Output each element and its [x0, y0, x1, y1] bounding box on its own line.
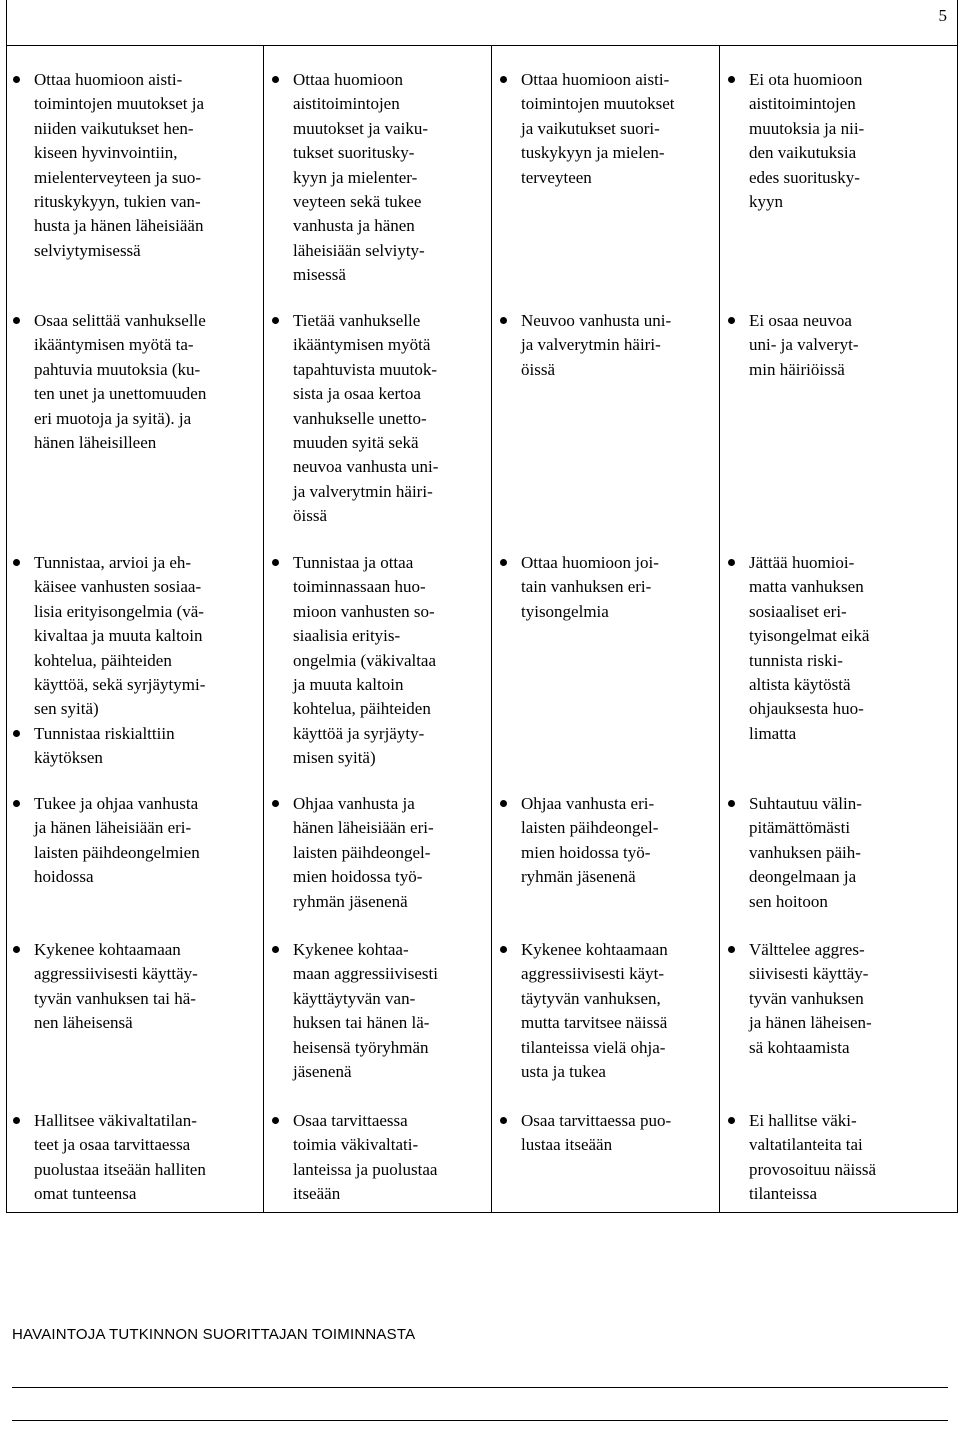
criteria-text-line: kohtelua, päihteiden — [293, 699, 431, 719]
criteria-text-line: laisten päihdeongelmien — [34, 842, 200, 862]
criteria-item — [269, 68, 428, 288]
criteria-cell-good — [269, 309, 438, 529]
criteria-text-line: sä kohtaamista — [749, 1037, 850, 1057]
criteria-text-line: tyisongelmia — [521, 601, 609, 621]
criteria-text-line: Jättää huomioi- — [749, 553, 855, 572]
criteria-cell-good — [269, 68, 428, 288]
criteria-text-line: tilanteissa vielä ohja- — [521, 1037, 666, 1057]
criteria-text-line: siivisesti käyttäy- — [749, 964, 869, 984]
criteria-text-line: sosiaaliset eri- — [749, 601, 847, 621]
page-number: 5 — [938, 6, 947, 25]
criteria-text-line: Ei osaa neuvoa — [749, 311, 852, 330]
criteria-cell-insufficient — [725, 551, 869, 746]
criteria-cell-good — [269, 1109, 437, 1207]
criteria-item — [725, 938, 872, 1060]
criteria-text-line: ongelmia (väkivaltaa — [293, 650, 437, 670]
criteria-item — [10, 722, 205, 771]
criteria-cell-satisfactory — [497, 1109, 671, 1158]
criteria-item — [269, 551, 436, 771]
criteria-cell-excellent — [10, 792, 200, 890]
criteria-text-line: kyyn ja mielenter- — [293, 167, 418, 187]
criteria-text-line: ja valverytmin häiri- — [521, 335, 661, 355]
criteria-text-line: Tunnistaa ja ottaa — [293, 553, 414, 572]
criteria-text-line: den vaikutuksia — [749, 143, 857, 163]
criteria-text-line: Ohjaa vanhusta ja — [293, 794, 415, 813]
criteria-cell-good — [269, 938, 438, 1084]
criteria-cell-satisfactory — [497, 68, 674, 190]
criteria-text-line: mielenterveyteen ja suo- — [34, 167, 202, 187]
criteria-text-line: sista ja osaa kertoa — [293, 384, 421, 404]
criteria-text-line: käytöksen — [34, 748, 103, 768]
criteria-text-line: Ottaa huomioon joi- — [521, 553, 659, 572]
criteria-text-line: öissä — [521, 359, 555, 379]
criteria-text-line: nen läheisensä — [34, 1013, 133, 1033]
criteria-text-line: edes suoritusky- — [749, 167, 860, 187]
criteria-item — [497, 938, 668, 1084]
criteria-text-line: uni- ja valveryt- — [749, 335, 859, 355]
criteria-cell-satisfactory — [497, 309, 671, 382]
criteria-text-line: itseään — [293, 1184, 341, 1204]
criteria-cell-excellent — [10, 68, 204, 263]
criteria-item — [269, 1109, 437, 1207]
criteria-text-line: käyttöä ja syrjäyty- — [293, 723, 425, 743]
criteria-text-line: toimintojen muutokset — [521, 94, 675, 114]
criteria-cell-excellent — [10, 938, 198, 1036]
criteria-text-line: Kykenee kohtaa- — [293, 940, 409, 959]
column-divider — [719, 46, 720, 1212]
criteria-text-line: Ei ota huomioon — [749, 70, 863, 89]
criteria-text-line: toimia väkivaltati- — [293, 1135, 419, 1155]
answer-line — [12, 1387, 948, 1388]
criteria-text-line: kivaltaa ja muuta kaltoin — [34, 626, 203, 646]
criteria-item — [725, 551, 869, 746]
criteria-text-line: rituskykyyn, tukien van- — [34, 192, 201, 212]
criteria-text-line: ja vaikutukset suori- — [521, 118, 660, 138]
criteria-text-line: heisensä työryhmän — [293, 1037, 429, 1057]
criteria-text-line: misessä — [293, 265, 346, 285]
criteria-text-line: vanhuksen päih- — [749, 842, 861, 862]
criteria-text-line: tukset suoritusky- — [293, 143, 415, 163]
criteria-text-line: Osaa tarvittaessa puo- — [521, 1111, 672, 1130]
criteria-text-line: tain vanhuksen eri- — [521, 577, 652, 597]
criteria-text-line: aggressiivisesti käyttäy- — [34, 964, 198, 984]
criteria-text-line: lisia erityisongelmia (vä- — [34, 601, 204, 621]
criteria-text-line: Ottaa huomioon — [293, 70, 404, 89]
criteria-cell-good — [269, 792, 434, 914]
criteria-text-line: selviytymisessä — [34, 240, 141, 260]
criteria-item — [725, 68, 864, 214]
criteria-text-line: terveyteen — [521, 167, 592, 187]
criteria-text-line: vanhusta ja hänen — [293, 216, 415, 236]
criteria-text-line: mioon vanhusten so- — [293, 601, 435, 621]
criteria-cell-insufficient — [725, 938, 872, 1060]
criteria-text-line: Kykenee kohtaamaan — [34, 940, 181, 959]
criteria-text-line: puolustaa itseään halliten — [34, 1159, 206, 1179]
criteria-text-line: öissä — [293, 506, 327, 526]
criteria-text-line: lustaa itseään — [521, 1135, 613, 1155]
criteria-text-line: Neuvoo vanhusta uni- — [521, 311, 672, 330]
criteria-text-line: maan aggressiivisesti — [293, 964, 438, 984]
criteria-text-line: kyyn — [749, 192, 783, 212]
criteria-text-line: käyttäytyvän van- — [293, 988, 416, 1008]
criteria-text-line: teet ja osaa tarvittaessa — [34, 1135, 191, 1155]
criteria-text-line: ja muuta kaltoin — [293, 675, 404, 695]
criteria-text-line: altista käytöstä — [749, 675, 851, 695]
criteria-text-line: siaalisia erityis- — [293, 626, 401, 646]
criteria-text-line: limatta — [749, 723, 797, 743]
criteria-text-line: mien hoidossa työ- — [293, 867, 423, 887]
page-header — [6, 0, 958, 46]
criteria-text-line: Ohjaa vanhusta eri- — [521, 794, 655, 813]
criteria-text-line: muutokset ja vaiku- — [293, 118, 429, 138]
criteria-text-line: niiden vaikutukset hen- — [34, 118, 194, 138]
criteria-cell-satisfactory — [497, 938, 668, 1084]
criteria-text-line: provosoituu näissä — [749, 1159, 877, 1179]
criteria-text-line: ryhmän jäsenenä — [293, 891, 408, 911]
criteria-text-line: jäsenenä — [293, 1062, 352, 1082]
criteria-text-line: käyttöä, sekä syrjäytymi- — [34, 675, 206, 695]
criteria-text-line: tapahtuvista muutok- — [293, 359, 438, 379]
criteria-text-line: hänen läheisilleen — [34, 433, 157, 453]
criteria-item — [725, 792, 862, 914]
criteria-text-line: täytyvän vanhuksen, — [521, 988, 661, 1008]
criteria-item — [10, 1109, 206, 1207]
criteria-item — [10, 938, 198, 1036]
criteria-text-line: Tunnistaa, arvioi ja eh- — [34, 553, 192, 572]
criteria-text-line: kiseen hyvinvointiin, — [34, 143, 178, 163]
criteria-text-line: tunnista riski- — [749, 650, 843, 670]
criteria-item — [269, 938, 438, 1084]
criteria-text-line: tyisongelmat eikä — [749, 626, 870, 646]
criteria-text-line: Tukee ja ohjaa vanhusta — [34, 794, 199, 813]
criteria-item — [725, 309, 859, 382]
criteria-text-line: Ottaa huomioon aisti- — [521, 70, 670, 89]
criteria-text-line: muuden syitä sekä — [293, 433, 419, 453]
criteria-text-line: ja valverytmin häiri- — [293, 481, 433, 501]
criteria-text-line: Tunnistaa riskialttiin — [34, 723, 175, 743]
column-divider — [263, 46, 264, 1212]
criteria-text-line: matta vanhuksen — [749, 577, 864, 597]
criteria-text-line: laisten päihdeongel- — [521, 818, 659, 838]
criteria-text-line: läheisiään selviyty- — [293, 240, 425, 260]
criteria-text-line: pitämättömästi — [749, 818, 851, 838]
criteria-text-line: hoidossa — [34, 867, 94, 887]
criteria-cell-insufficient — [725, 309, 859, 382]
criteria-cell-insufficient — [725, 68, 864, 214]
criteria-item — [10, 551, 205, 722]
criteria-text-line: huksen tai hänen lä- — [293, 1013, 430, 1033]
criteria-text-line: Hallitsee väkivaltatilan- — [34, 1111, 197, 1130]
criteria-text-line: käisee vanhusten sosiaa- — [34, 577, 202, 597]
criteria-text-line: ten unet ja unettomuuden — [34, 384, 207, 404]
criteria-text-line: ohjauksesta huo- — [749, 699, 864, 719]
criteria-text-line: Osaa selittää vanhukselle — [34, 311, 206, 330]
criteria-text-line: omat tunteensa — [34, 1184, 137, 1204]
criteria-text-line: husta ja hänen läheisiään — [34, 216, 204, 236]
criteria-table — [6, 46, 958, 1213]
criteria-text-line: tyvän vanhuksen tai hä- — [34, 988, 196, 1008]
criteria-text-line: aggressiivisesti käyt- — [521, 964, 665, 984]
criteria-text-line: toiminnassaan huo- — [293, 577, 426, 597]
criteria-text-line: Välttelee aggres- — [749, 940, 865, 959]
criteria-text-line: mien hoidossa työ- — [521, 842, 651, 862]
criteria-text-line: ryhmän jäsenenä — [521, 867, 636, 887]
criteria-cell-excellent — [10, 1109, 206, 1207]
criteria-cell-excellent — [10, 551, 205, 771]
criteria-text-line: ikääntymisen myötä ta- — [34, 335, 194, 355]
criteria-item — [497, 1109, 671, 1158]
criteria-item — [10, 68, 204, 263]
criteria-item — [10, 792, 200, 890]
criteria-text-line: kohtelua, päihteiden — [34, 650, 172, 670]
criteria-cell-insufficient — [725, 1109, 876, 1207]
criteria-text-line: lanteissa ja puolustaa — [293, 1159, 438, 1179]
criteria-item — [497, 792, 658, 890]
criteria-item — [497, 68, 674, 190]
column-divider — [491, 46, 492, 1212]
criteria-item — [269, 309, 438, 529]
criteria-text-line: pahtuvia muutoksia (ku- — [34, 359, 201, 379]
criteria-text-line: toimintojen muutokset ja — [34, 94, 204, 114]
criteria-cell-satisfactory — [497, 792, 658, 890]
criteria-text-line: min häiriöissä — [749, 359, 845, 379]
criteria-text-line: laisten päihdeongel- — [293, 842, 431, 862]
criteria-text-line: Osaa tarvittaessa — [293, 1111, 408, 1130]
criteria-text-line: ja hänen läheisiään eri- — [34, 818, 192, 838]
criteria-text-line: sen syitä) — [34, 699, 99, 719]
criteria-item — [497, 309, 671, 382]
criteria-text-line: hänen läheisiään eri- — [293, 818, 434, 838]
criteria-text-line: ikääntymisen myötä — [293, 335, 431, 355]
criteria-text-line: Tietää vanhukselle — [293, 311, 421, 330]
criteria-cell-good — [269, 551, 436, 771]
criteria-text-line: vanhukselle unetto- — [293, 408, 427, 428]
criteria-text-line: deongelmaan ja — [749, 867, 857, 887]
criteria-text-line: Suhtautuu välin- — [749, 794, 862, 813]
criteria-text-line: misen syitä) — [293, 748, 376, 768]
criteria-text-line: Kykenee kohtaamaan — [521, 940, 668, 959]
observations-heading: HAVAINTOJA TUTKINNON SUORITTAJAN TOIMINNASTA — [12, 1326, 416, 1343]
criteria-text-line: valtatilanteita tai — [749, 1135, 863, 1155]
criteria-item — [10, 309, 206, 455]
criteria-cell-insufficient — [725, 792, 862, 914]
criteria-text-line: tyvän vanhuksen — [749, 988, 864, 1008]
criteria-item — [725, 1109, 876, 1207]
criteria-text-line: tilanteissa — [749, 1184, 817, 1204]
criteria-text-line: sen hoitoon — [749, 891, 828, 911]
criteria-text-line: aistitoimintojen — [749, 94, 856, 114]
criteria-text-line: veyteen sekä tukee — [293, 192, 422, 212]
criteria-item — [269, 792, 434, 914]
criteria-text-line: aistitoimintojen — [293, 94, 400, 114]
criteria-item — [497, 551, 659, 624]
criteria-text-line: Ei hallitse väki- — [749, 1111, 857, 1130]
criteria-text-line: mutta tarvitsee näissä — [521, 1013, 668, 1033]
criteria-text-line: tuskykyyn ja mielen- — [521, 143, 665, 163]
criteria-text-line: usta ja tukea — [521, 1062, 606, 1082]
criteria-cell-satisfactory — [497, 551, 659, 624]
criteria-text-line: eri muotoja ja syitä). ja — [34, 408, 192, 428]
criteria-text-line: ja hänen läheisen- — [749, 1013, 872, 1033]
criteria-text-line: muutoksia ja nii- — [749, 118, 865, 138]
answer-line — [12, 1420, 948, 1421]
criteria-cell-excellent — [10, 309, 206, 455]
criteria-text-line: neuvoa vanhusta uni- — [293, 457, 439, 477]
criteria-text-line: Ottaa huomioon aisti- — [34, 70, 183, 89]
